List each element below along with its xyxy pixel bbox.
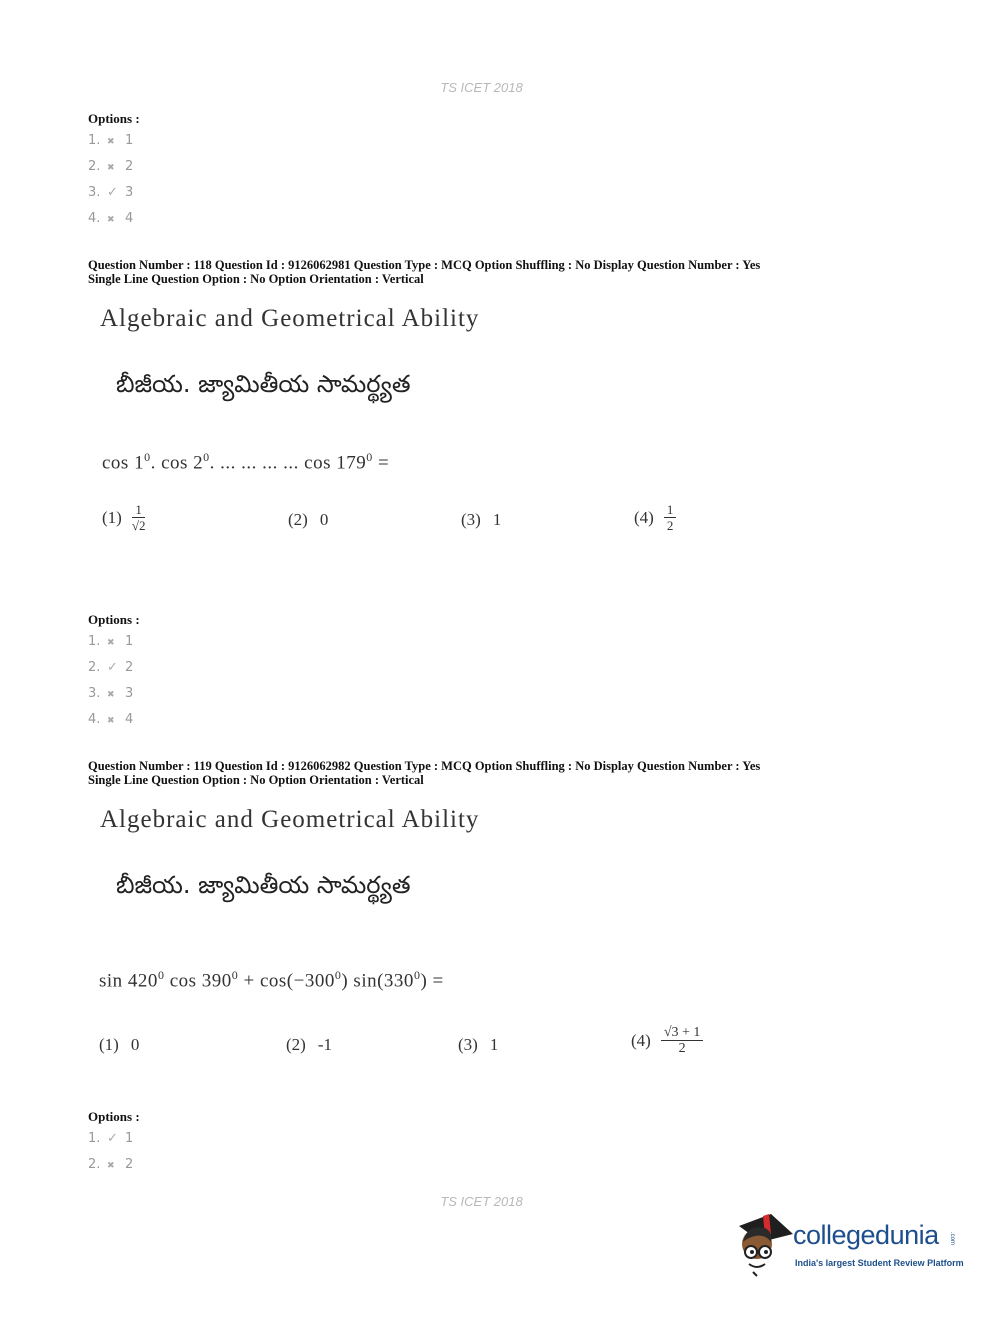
q118-section-telugu: బీజీయ. జ్యామితీయ సామర్థ్యత xyxy=(116,370,411,398)
option-text: 4 xyxy=(125,211,134,226)
degree-sup: 0 xyxy=(366,450,373,464)
expr-part: cos 1 xyxy=(102,452,145,474)
expr-part: . ... ... ... ... cos 179 xyxy=(209,452,367,474)
option-number: 1. xyxy=(88,133,101,148)
q119-question-expression xyxy=(99,968,444,992)
logo-wordmark: collegedunia xyxy=(793,1220,939,1250)
choice-label: (1) xyxy=(102,507,122,527)
q118-meta xyxy=(88,258,868,286)
fraction-denominator: 2 xyxy=(666,518,674,533)
fraction-numerator: 1 xyxy=(664,502,677,518)
option-row xyxy=(88,1157,140,1183)
option-row xyxy=(88,159,140,185)
option-text: 3 xyxy=(125,686,134,701)
option-number: 1. xyxy=(88,634,101,649)
q119-options-block xyxy=(88,1109,140,1183)
choice-label: (4) xyxy=(631,1030,651,1050)
option-text: 2 xyxy=(125,1157,134,1172)
check-icon: ✓ xyxy=(107,185,118,200)
option-text: 1 xyxy=(125,133,134,148)
option-number: 2. xyxy=(88,159,101,174)
option-number: 4. xyxy=(88,712,101,727)
header-watermark: TS ICET 2018 xyxy=(440,80,523,95)
expr-part: + cos(−300 xyxy=(238,970,335,992)
fraction xyxy=(664,502,677,533)
degree-sup: 0 xyxy=(334,968,342,982)
degree-sup: 0 xyxy=(157,968,165,982)
q118-section-title: Algebraic and Geometrical Ability xyxy=(100,305,480,332)
choice-text: 0 xyxy=(319,510,329,529)
option-text: 2 xyxy=(125,159,134,174)
option-number: 2. xyxy=(88,660,101,675)
expr-part: ) sin(330 xyxy=(341,970,414,992)
expr-part: sin 420 xyxy=(99,970,158,992)
option-row xyxy=(88,712,140,738)
check-icon: ✓ xyxy=(107,660,118,675)
footer-watermark: TS ICET 2018 xyxy=(440,1194,523,1209)
fraction-denominator: 2 xyxy=(678,1041,686,1056)
choice-label: (2) xyxy=(286,1035,306,1054)
cross-icon: ✖ xyxy=(107,137,115,147)
q119-section-telugu: బీజీయ. జ్యామితీయ సామర్థ్యత xyxy=(116,871,411,899)
q119-choice-2 xyxy=(286,1035,332,1055)
choice-label: (3) xyxy=(461,510,481,529)
q118-options-block xyxy=(88,612,140,738)
expr-part: ) = xyxy=(420,970,444,992)
choice-text: 0 xyxy=(130,1035,140,1054)
q118-choice-2 xyxy=(288,510,328,530)
option-row xyxy=(88,660,140,686)
q119-meta xyxy=(88,759,868,787)
q119-choice-3 xyxy=(458,1035,498,1055)
fraction-numerator: √3 + 1 xyxy=(661,1025,704,1041)
option-row xyxy=(88,185,140,211)
mascot-icon xyxy=(735,1212,795,1278)
option-text: 1 xyxy=(125,634,134,649)
cross-icon: ✖ xyxy=(107,638,115,648)
options-title: Options : xyxy=(88,612,140,627)
degree-sup: 0 xyxy=(413,968,421,982)
q118-meta-line2: Single Line Question Option : No Option Orientation : Vertical xyxy=(88,272,424,286)
option-text: 1 xyxy=(125,1131,134,1146)
choice-text: 1 xyxy=(489,1035,499,1054)
choice-label: (1) xyxy=(99,1035,119,1054)
q118-choice-4 xyxy=(634,502,676,533)
option-text: 2 xyxy=(125,660,134,675)
prev-options-block xyxy=(88,111,140,237)
expr-part: = xyxy=(372,452,390,474)
options-title: Options : xyxy=(88,111,140,126)
options-title: Options : xyxy=(88,1109,140,1124)
logo-domain: .com xyxy=(949,1232,955,1246)
check-icon: ✓ xyxy=(107,1131,118,1146)
expr-part: cos 390 xyxy=(164,970,232,992)
option-number: 3. xyxy=(88,686,101,701)
option-row xyxy=(88,634,140,660)
cross-icon: ✖ xyxy=(107,690,115,700)
collegedunia-logo xyxy=(735,1212,965,1282)
option-number: 1. xyxy=(88,1131,101,1146)
degree-sup: 0 xyxy=(231,968,239,982)
q118-question-expression xyxy=(102,450,389,474)
fraction-denominator: √2 xyxy=(131,518,146,533)
option-row xyxy=(88,133,140,159)
choice-label: (3) xyxy=(458,1035,478,1054)
degree-sup: 0 xyxy=(203,450,210,464)
degree-sup: 0 xyxy=(144,450,151,464)
cross-icon: ✖ xyxy=(107,1161,115,1171)
q119-section-title: Algebraic and Geometrical Ability xyxy=(100,806,480,833)
choice-text: 1 xyxy=(492,510,502,529)
expr-part: . cos 2 xyxy=(150,452,204,474)
q118-meta-line1: Question Number : 118 Question Id : 9126062981 Question Type : MCQ Option Shuffling : No Display Question Number : Yes xyxy=(88,258,761,272)
q118-choice-1 xyxy=(102,502,145,533)
option-row xyxy=(88,686,140,712)
q118-choice-3 xyxy=(461,510,501,530)
choice-text: -1 xyxy=(317,1035,332,1054)
option-row xyxy=(88,1131,140,1157)
option-text: 4 xyxy=(125,712,134,727)
option-text: 3 xyxy=(125,185,134,200)
option-number: 3. xyxy=(88,185,101,200)
logo-tagline: India's largest Student Review Platform xyxy=(795,1258,964,1268)
cross-icon: ✖ xyxy=(107,215,115,225)
fraction-numerator: 1 xyxy=(132,502,145,518)
option-number: 2. xyxy=(88,1157,101,1172)
option-number: 4. xyxy=(88,211,101,226)
choice-label: (4) xyxy=(634,507,654,527)
fraction xyxy=(132,502,146,533)
q119-meta-line1: Question Number : 119 Question Id : 9126062982 Question Type : MCQ Option Shuffling : No Display Question Number : Yes xyxy=(88,759,761,773)
cross-icon: ✖ xyxy=(107,163,115,173)
q119-meta-line2: Single Line Question Option : No Option Orientation : Vertical xyxy=(88,773,424,787)
cross-icon: ✖ xyxy=(107,716,115,726)
q119-choice-4 xyxy=(631,1025,703,1056)
fraction xyxy=(661,1025,704,1056)
choice-label: (2) xyxy=(288,510,308,529)
option-row xyxy=(88,211,140,237)
q119-choice-1 xyxy=(99,1035,139,1055)
